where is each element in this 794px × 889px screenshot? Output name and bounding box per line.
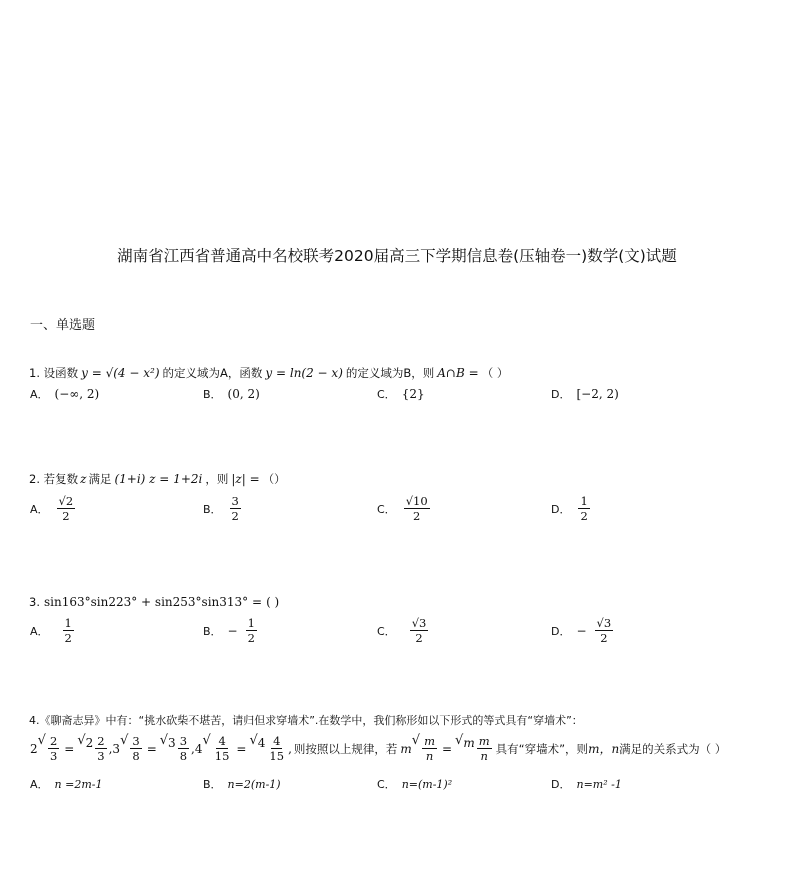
q1-number: 1. 设函数 bbox=[29, 366, 79, 380]
option-letter: C． bbox=[377, 624, 396, 638]
eq-coefficient: 4 bbox=[194, 741, 203, 756]
q2-expression: |z| = bbox=[231, 472, 260, 486]
fraction-denominator: 8 bbox=[179, 749, 188, 763]
option-letter: C． bbox=[377, 778, 396, 791]
option-value: n=(m-1)² bbox=[401, 777, 453, 791]
question-1-stem bbox=[29, 364, 508, 382]
option-sign: − bbox=[227, 623, 238, 638]
section-heading: 一、单选题 bbox=[30, 318, 96, 333]
fraction-denominator: 2 bbox=[415, 631, 423, 645]
fraction-numerator: 2 bbox=[49, 734, 58, 748]
option-sign: − bbox=[576, 623, 587, 638]
q3-answer-bracket: ( ) bbox=[266, 595, 280, 609]
question-2-stem bbox=[29, 470, 286, 488]
fraction bbox=[404, 494, 430, 523]
fraction-denominator: 2 bbox=[413, 509, 421, 523]
radical: √ 3 $\frac{3}{8}$ bbox=[159, 733, 188, 763]
fraction bbox=[422, 734, 437, 763]
radical: √ $\frac{3}{8}$ bbox=[120, 733, 140, 763]
fraction bbox=[477, 734, 492, 763]
fraction bbox=[130, 734, 141, 763]
option-letter: A． bbox=[30, 778, 49, 791]
fraction bbox=[595, 616, 614, 645]
q4-option-b[interactable] bbox=[203, 776, 281, 792]
q4-m-variable: m bbox=[400, 741, 412, 756]
q2-option-c[interactable] bbox=[377, 494, 432, 523]
q2-text-2: ，则 bbox=[205, 472, 229, 486]
radical: √ 4 $\frac{4}{15}$ bbox=[249, 733, 285, 763]
q1-option-a[interactable] bbox=[30, 386, 99, 402]
fraction-numerator: 3 bbox=[231, 494, 239, 508]
fraction bbox=[230, 494, 241, 523]
q1-expression: A∩B = bbox=[437, 366, 479, 380]
option-letter: A． bbox=[30, 388, 49, 401]
fraction-numerator: 1 bbox=[580, 494, 588, 508]
option-letter: D． bbox=[551, 388, 571, 401]
fraction-denominator: 2 bbox=[600, 631, 608, 645]
radical: √ $\frac{4}{15}$ bbox=[202, 733, 230, 763]
q4-option-d[interactable] bbox=[551, 776, 622, 792]
option-letter: D． bbox=[551, 624, 571, 638]
q1-function-b: y = ln(2 − x) bbox=[265, 366, 343, 380]
fraction-denominator: 3 bbox=[97, 749, 105, 763]
q4-variables: m，n bbox=[588, 741, 620, 756]
fraction-denominator: n bbox=[425, 749, 434, 763]
fraction-numerator: 3 bbox=[132, 734, 140, 748]
fraction-numerator: 3 bbox=[179, 734, 188, 748]
q1-option-b[interactable] bbox=[203, 386, 260, 402]
question-4-equation-line: 2 √ $\frac{2}{3}$ = √ 2 $\frac{2}{3}$ , 3 √ $\frac{3}{8}$ = √ 3 $\frac{3}{8}$ , 4 √ $\frac{4}{15}$ = √ 4 $\frac{4}{15}$ , 则按照以上规律，若 m √ $\frac{m}{n}$ = √ m $\frac{m}{n}$ 具有“穿墙术”，则 m，n 满足的关系式为（ ） bbox=[30, 733, 727, 763]
document-title: 湖南省江西省普通高中名校联考2020届高三下学期信息卷(压轴卷一)数学(文)试题 bbox=[117, 247, 677, 265]
radical: √ $\frac{m}{n}$ bbox=[411, 733, 435, 763]
q3-option-b[interactable] bbox=[203, 616, 259, 645]
fraction bbox=[267, 734, 286, 763]
eq-coefficient: 3 bbox=[168, 736, 176, 750]
fraction bbox=[95, 734, 106, 763]
fraction-denominator: 15 bbox=[214, 749, 230, 763]
q4-text-2: 具有“穿墙术”，则 bbox=[495, 741, 589, 756]
fraction-numerator: √10 bbox=[405, 494, 428, 508]
option-letter: A． bbox=[30, 624, 49, 638]
radical: √ 2 $\frac{2}{3}$ bbox=[77, 733, 105, 763]
fraction bbox=[178, 734, 189, 763]
radical: √ m $\frac{m}{n}$ bbox=[455, 733, 490, 763]
fraction bbox=[63, 616, 74, 645]
fraction-numerator: 2 bbox=[97, 734, 105, 748]
q3-expression: sin163°sin223° + sin253°sin313° = bbox=[43, 595, 263, 609]
fraction-denominator: 2 bbox=[247, 631, 255, 645]
q3-option-a[interactable] bbox=[30, 616, 76, 645]
option-letter: B． bbox=[203, 502, 222, 516]
fraction-denominator: 2 bbox=[64, 631, 72, 645]
fraction-denominator: 2 bbox=[62, 509, 70, 523]
option-letter: B． bbox=[203, 388, 222, 401]
fraction bbox=[48, 734, 59, 763]
q1-option-c[interactable] bbox=[377, 386, 425, 402]
option-letter: D． bbox=[551, 778, 571, 791]
q4-option-a[interactable] bbox=[30, 776, 102, 792]
fraction-numerator: 1 bbox=[64, 616, 72, 630]
fraction-denominator: 3 bbox=[49, 749, 58, 763]
option-letter: A． bbox=[30, 502, 49, 516]
q3-number: 3. bbox=[29, 595, 40, 609]
option-letter: B． bbox=[203, 778, 222, 791]
fraction-numerator: √2 bbox=[58, 494, 74, 508]
q1-answer-bracket: （ ） bbox=[481, 366, 509, 380]
eq-coefficient: 2 bbox=[85, 736, 94, 750]
option-value: [−2, 2) bbox=[576, 387, 619, 401]
fraction-numerator: 1 bbox=[247, 616, 255, 630]
fraction bbox=[410, 616, 429, 645]
fraction-numerator: m bbox=[424, 734, 435, 748]
q2-option-a[interactable] bbox=[30, 494, 77, 523]
fraction-denominator: 2 bbox=[580, 509, 588, 523]
question-4-intro: 4.《聊斋志异》中有：“挑水砍柴不堪苦，请归但求穿墙术”.在数学中，我们称形如以下形式的等式具有“穿墙术”： bbox=[29, 714, 583, 727]
option-value: {2} bbox=[401, 387, 425, 401]
fraction-denominator: 15 bbox=[269, 749, 285, 763]
fraction-numerator: √3 bbox=[596, 616, 612, 630]
option-value: n=m² -1 bbox=[576, 777, 622, 791]
q1-function-a: y = √(4 − x²) bbox=[81, 366, 160, 380]
q4-option-c[interactable] bbox=[377, 776, 452, 792]
q2-number: 2. 若复数 bbox=[29, 472, 79, 486]
q2-text-1: 满足 bbox=[88, 472, 112, 486]
q2-option-b[interactable] bbox=[203, 494, 243, 523]
option-letter: C． bbox=[377, 388, 396, 401]
radical: √ $\frac{2}{3}$ bbox=[37, 733, 58, 763]
q2-equation: (1+i) z = 1+2i bbox=[114, 472, 203, 486]
fraction-numerator: √3 bbox=[411, 616, 427, 630]
eq-separator: , bbox=[288, 741, 292, 756]
fraction-numerator: 4 bbox=[273, 734, 281, 748]
option-letter: D． bbox=[551, 502, 571, 516]
eq-separator: , bbox=[108, 741, 113, 756]
fraction bbox=[57, 494, 76, 523]
q3-option-c[interactable] bbox=[377, 616, 430, 645]
option-value: (0, 2) bbox=[227, 387, 260, 401]
fraction-numerator: 4 bbox=[218, 734, 226, 748]
option-letter: C． bbox=[377, 502, 396, 516]
fraction bbox=[578, 494, 589, 523]
q4-text-3: 满足的关系式为（ ） bbox=[619, 741, 727, 756]
fraction bbox=[213, 734, 232, 763]
q2-option-d[interactable] bbox=[551, 494, 592, 523]
question-3-stem bbox=[29, 593, 279, 611]
q1-option-d[interactable] bbox=[551, 386, 619, 402]
q3-option-d[interactable] bbox=[551, 616, 615, 645]
eq-coefficient: 2 bbox=[30, 741, 38, 756]
q2-answer-bracket: （） bbox=[262, 472, 286, 486]
q1-text-2: 的定义域为B，则 bbox=[345, 366, 435, 380]
option-value: (−∞, 2) bbox=[54, 387, 100, 401]
fraction-denominator: n bbox=[480, 749, 488, 763]
option-value: n=2(m-1) bbox=[227, 777, 281, 791]
q2-variable: z bbox=[80, 472, 87, 486]
fraction-denominator: 8 bbox=[132, 749, 140, 763]
option-value: n =2m-1 bbox=[54, 777, 103, 791]
q1-text-1: 的定义域为A，函数 bbox=[162, 366, 263, 380]
eq-coefficient: 3 bbox=[112, 741, 121, 756]
q4-text-1: 则按照以上规律，若 bbox=[293, 741, 398, 756]
fraction bbox=[246, 616, 257, 645]
eq-separator: , bbox=[191, 741, 195, 756]
eq-coefficient: 4 bbox=[257, 736, 266, 750]
option-letter: B． bbox=[203, 624, 222, 638]
eq-coefficient: m bbox=[463, 736, 475, 750]
fraction-numerator: m bbox=[478, 734, 490, 748]
fraction-denominator: 2 bbox=[231, 509, 239, 523]
